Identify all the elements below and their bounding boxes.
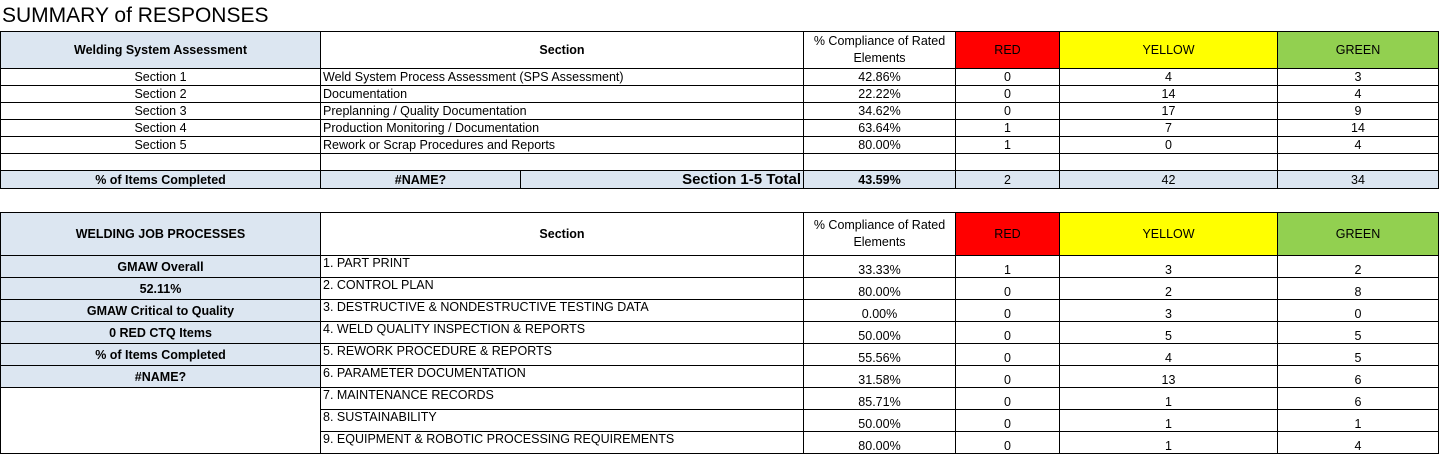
section-total-label: Section 1-5 Total (521, 171, 804, 189)
section-description: 8. SUSTAINABILITY (321, 410, 804, 432)
section-id: Section 2 (1, 86, 321, 103)
yellow-count: 13 (1060, 366, 1278, 388)
compliance-value: 55.56% (804, 344, 956, 366)
header-green-2: GREEN (1278, 213, 1439, 256)
section-description: Rework or Scrap Procedures and Reports (321, 137, 804, 154)
table-row (1, 388, 1439, 410)
total-red: 2 (956, 171, 1060, 189)
red-count: 0 (956, 388, 1060, 410)
section-id: Section 3 (1, 103, 321, 120)
yellow-count: 4 (1060, 69, 1278, 86)
header-section: Section (321, 32, 804, 69)
yellow-count: 4 (1060, 344, 1278, 366)
welding-system-assessment-table (0, 31, 1439, 189)
yellow-count: 3 (1060, 256, 1278, 278)
left-label (1, 388, 321, 410)
section-description: 7. MAINTENANCE RECORDS (321, 388, 804, 410)
section-description: Documentation (321, 86, 804, 103)
yellow-count: 5 (1060, 322, 1278, 344)
header-process: WELDING JOB PROCESSES (1, 213, 321, 256)
table-row (1, 432, 1439, 454)
section-description: 4. WELD QUALITY INSPECTION & REPORTS (321, 322, 804, 344)
table-row (1, 410, 1439, 432)
total-pct: 43.59% (804, 171, 956, 189)
green-count: 4 (1278, 432, 1439, 454)
green-count: 1 (1278, 410, 1439, 432)
compliance-value: 80.00% (804, 278, 956, 300)
yellow-count: 1 (1060, 410, 1278, 432)
header-yellow-2: YELLOW (1060, 213, 1278, 256)
section-description: 9. EQUIPMENT & ROBOTIC PROCESSING REQUIREMENTS (321, 432, 804, 454)
red-count: 1 (956, 120, 1060, 137)
total-yellow: 42 (1060, 171, 1278, 189)
yellow-count: 1 (1060, 432, 1278, 454)
table-row (1, 300, 1439, 322)
table-row (1, 69, 1439, 86)
red-count: 1 (956, 256, 1060, 278)
green-count: 6 (1278, 388, 1439, 410)
left-label: GMAW Overall (1, 256, 321, 278)
compliance-value: 63.64% (804, 120, 956, 137)
left-label: #NAME? (1, 366, 321, 388)
green-count: 4 (1278, 137, 1439, 154)
compliance-value: 22.22% (804, 86, 956, 103)
yellow-count: 7 (1060, 120, 1278, 137)
compliance-value: 0.00% (804, 300, 956, 322)
red-count: 0 (956, 410, 1060, 432)
left-label: 0 RED CTQ Items (1, 322, 321, 344)
header-green: GREEN (1278, 32, 1439, 69)
section-description: 1. PART PRINT (321, 256, 804, 278)
compliance-value: 34.62% (804, 103, 956, 120)
table-row (1, 103, 1439, 120)
yellow-count: 1 (1060, 388, 1278, 410)
compliance-value: 50.00% (804, 410, 956, 432)
table2-header-row (1, 213, 1439, 256)
header-yellow: YELLOW (1060, 32, 1278, 69)
red-count: 0 (956, 103, 1060, 120)
section-description: Production Monitoring / Documentation (321, 120, 804, 137)
page-title: SUMMARY of RESPONSES (2, 4, 269, 27)
section-id: Section 1 (1, 69, 321, 86)
green-count: 4 (1278, 86, 1439, 103)
table-row (1, 278, 1439, 300)
compliance-value: 85.71% (804, 388, 956, 410)
total-green: 34 (1278, 171, 1439, 189)
welding-job-processes-table (0, 212, 1439, 454)
total-label: % of Items Completed (1, 171, 321, 189)
header-compliance: % Compliance of Rated Elements (804, 32, 956, 69)
yellow-count: 0 (1060, 137, 1278, 154)
red-count: 0 (956, 278, 1060, 300)
header-assessment: Welding System Assessment (1, 32, 321, 69)
section-description: Weld System Process Assessment (SPS Assessment) (321, 69, 804, 86)
total-row (1, 171, 1439, 189)
section-id: Section 5 (1, 137, 321, 154)
red-count: 0 (956, 366, 1060, 388)
green-count: 8 (1278, 278, 1439, 300)
table-row (1, 120, 1439, 137)
total-name-value: #NAME? (321, 171, 521, 189)
table1-header-row (1, 32, 1439, 69)
table-row (1, 344, 1439, 366)
red-count: 0 (956, 69, 1060, 86)
header-red-2: RED (956, 213, 1060, 256)
left-label (1, 410, 321, 432)
table-row (1, 322, 1439, 344)
red-count: 0 (956, 300, 1060, 322)
green-count: 14 (1278, 120, 1439, 137)
red-count: 0 (956, 344, 1060, 366)
section-description: 2. CONTROL PLAN (321, 278, 804, 300)
green-count: 3 (1278, 69, 1439, 86)
left-label (1, 432, 321, 454)
header-red: RED (956, 32, 1060, 69)
green-count: 6 (1278, 366, 1439, 388)
compliance-value: 80.00% (804, 137, 956, 154)
table-row (1, 366, 1439, 388)
section-description: Preplanning / Quality Documentation (321, 103, 804, 120)
green-count: 0 (1278, 300, 1439, 322)
left-label: % of Items Completed (1, 344, 321, 366)
section-id: Section 4 (1, 120, 321, 137)
red-count: 0 (956, 86, 1060, 103)
green-count: 5 (1278, 344, 1439, 366)
red-count: 0 (956, 432, 1060, 454)
table-row (1, 256, 1439, 278)
header-compliance-2: % Compliance of Rated Elements (804, 213, 956, 256)
compliance-value: 80.00% (804, 432, 956, 454)
section-description: 6. PARAMETER DOCUMENTATION (321, 366, 804, 388)
compliance-value: 42.86% (804, 69, 956, 86)
compliance-value: 31.58% (804, 366, 956, 388)
compliance-value: 50.00% (804, 322, 956, 344)
yellow-count: 2 (1060, 278, 1278, 300)
header-section-2: Section (321, 213, 804, 256)
table-row (1, 137, 1439, 154)
yellow-count: 3 (1060, 300, 1278, 322)
red-count: 0 (956, 322, 1060, 344)
section-description: 5. REWORK PROCEDURE & REPORTS (321, 344, 804, 366)
green-count: 9 (1278, 103, 1439, 120)
section-description: 3. DESTRUCTIVE & NONDESTRUCTIVE TESTING DATA (321, 300, 804, 322)
green-count: 2 (1278, 256, 1439, 278)
red-count: 1 (956, 137, 1060, 154)
yellow-count: 14 (1060, 86, 1278, 103)
left-label: 52.11% (1, 278, 321, 300)
yellow-count: 17 (1060, 103, 1278, 120)
left-label: GMAW Critical to Quality (1, 300, 321, 322)
compliance-value: 33.33% (804, 256, 956, 278)
table-row (1, 86, 1439, 103)
blank-row (1, 154, 1439, 171)
green-count: 5 (1278, 322, 1439, 344)
